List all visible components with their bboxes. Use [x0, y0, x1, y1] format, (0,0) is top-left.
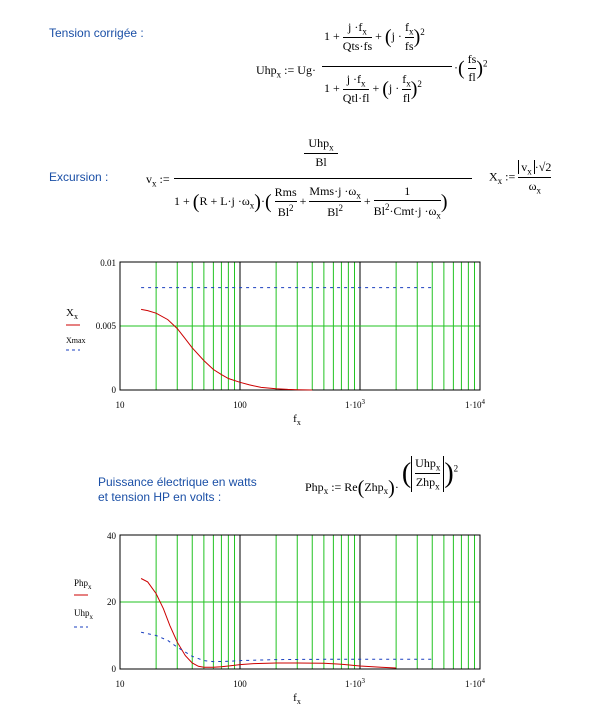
puissance-xtick-1000: $1\cdot 10^3$ [345, 677, 365, 689]
xx-frac: $\frac{v_x \cdot√2}{\omega_x}$ [518, 160, 551, 196]
excursion-ytick-mid: 0.005 [95, 321, 116, 331]
excursion-xtick-10000: $1\cdot 10^4$ [465, 398, 485, 410]
php-frac: $\frac{Uhp_x}{Zhp_x}$ [415, 456, 441, 492]
excursion-xlabel: $f_x$ [293, 413, 301, 427]
puissance-xlabel: $f_x$ [293, 692, 301, 706]
uhp-factor: Ug· [297, 63, 316, 77]
puissance-xtick-10000: $1\cdot 10^4$ [465, 677, 485, 689]
vx-main-bar [174, 178, 472, 179]
uhp-lhs: Uhp [256, 63, 277, 77]
puissance-legend [74, 578, 94, 627]
xx-formula[interactable]: $X_x$ := $\frac{v_x \cdot√2}{\omega_x}$ [489, 160, 552, 196]
tension-label: Tension corrigée : [49, 26, 144, 40]
vx-top-frac: $\frac{Uhp_x}{Bl}$ [304, 136, 338, 170]
puissance-plot[interactable] [0, 523, 593, 718]
puissance-label-1: Puissance électrique en watts [98, 475, 257, 489]
uhp-num-plus: + [375, 28, 382, 43]
puissance-ytick-bottom: 0 [111, 664, 116, 674]
puissance-ytick-top: 40 [107, 531, 116, 541]
uhp-den-sq: $\frac{f_x}{fl}$ [402, 72, 411, 106]
excursion-legend [66, 307, 86, 350]
excursion-formula[interactable]: $v_x$ := $\frac{Uhp_x}{Bl}$ $1 + (R + L\cdot j \cdot\omega_x)\cdot$( $\frac{\text{Rms}}{Bl^2}$ + $\frac{Mms\cdot j \cdot\omega_x}{Bl^2}$ + $\frac{1}{Bl^2\cdot Cmt\cdot j \cdot\omega_x}$ ) [146, 134, 486, 244]
puissance-series-uhp [141, 632, 432, 661]
vx-term2: $\frac{Mms\cdot j \cdot\omega_x}{Bl^2}$ [309, 184, 361, 220]
puissance-xtick-100: 100 [233, 679, 247, 689]
uhp-num-sq: $\frac{f_x}{fs}$ [404, 20, 414, 54]
puissance-label-2: et tension HP en volts : [98, 490, 222, 504]
excursion-ytick-top: 0.01 [100, 258, 116, 268]
uhp-den-a: 1 + [324, 80, 340, 95]
vx-term3: $\frac{1}{Bl^2\cdot Cmt\cdot j \cdot\omega_x}$ [373, 184, 441, 221]
uhp-main-bar [322, 66, 452, 67]
uhp-num-a: 1 + [324, 28, 340, 43]
uhp-formula[interactable]: Uhp$_x$ := Ug· 1 + $\frac{j \cdot f_x}{\text{Qts·fs}}$ + (j · $\frac{f_x}{fs}$ )$^2$ ·( $\frac{fs}{fl}$ )$^2$ 1 + $\frac{j \cdot f_x}{\text{Qtl·fl}}$ + (j · $\frac{f_x}{fl}$ )$^2$ [256, 20, 488, 106]
legend-Php: Php$_x$ [74, 578, 92, 591]
excursion-xtick-10: 10 [115, 400, 125, 410]
vx-lhs: v [146, 172, 152, 186]
legend-X: $X_x$ [66, 307, 78, 321]
uhp-num-frac: $\frac{j \cdot f_x}{\text{Qts·fs}}$ [342, 20, 373, 54]
uhp-den-plus: + [372, 80, 380, 95]
excursion-xtick-1000: $1\cdot 10^3$ [345, 398, 365, 410]
puissance-series-php [141, 579, 396, 669]
legend-Xmax: Xmax [66, 336, 86, 345]
excursion-plot[interactable] [0, 250, 593, 430]
excursion-ytick-bottom: 0 [111, 385, 116, 395]
excursion-xtick-100: 100 [233, 400, 247, 410]
puissance-ytick-mid: 20 [107, 597, 116, 607]
vx-term1: $\frac{\text{Rms}}{Bl^2}$ [274, 184, 297, 219]
excursion-series-x [141, 309, 312, 390]
uhp-assign: := [284, 63, 295, 77]
excursion-label: Excursion : [49, 170, 109, 184]
uhp-lhs-sub: x [276, 69, 282, 80]
php-formula[interactable]: Php$_x$ := Re(Zhp$_x$)· ( $\frac{Uhp_x}{Zhp_x}$ )$^2$ [305, 456, 459, 499]
uhp-ratio: $\frac{fs}{fl}$ [467, 52, 477, 84]
legend-Uhp: Uhp$_x$ [74, 608, 93, 621]
puissance-xtick-10: 10 [115, 679, 125, 689]
puissance-plot-grid [120, 535, 480, 669]
uhp-den-frac: $\frac{j \cdot f_x}{\text{Qtl·fl}}$ [342, 72, 370, 106]
